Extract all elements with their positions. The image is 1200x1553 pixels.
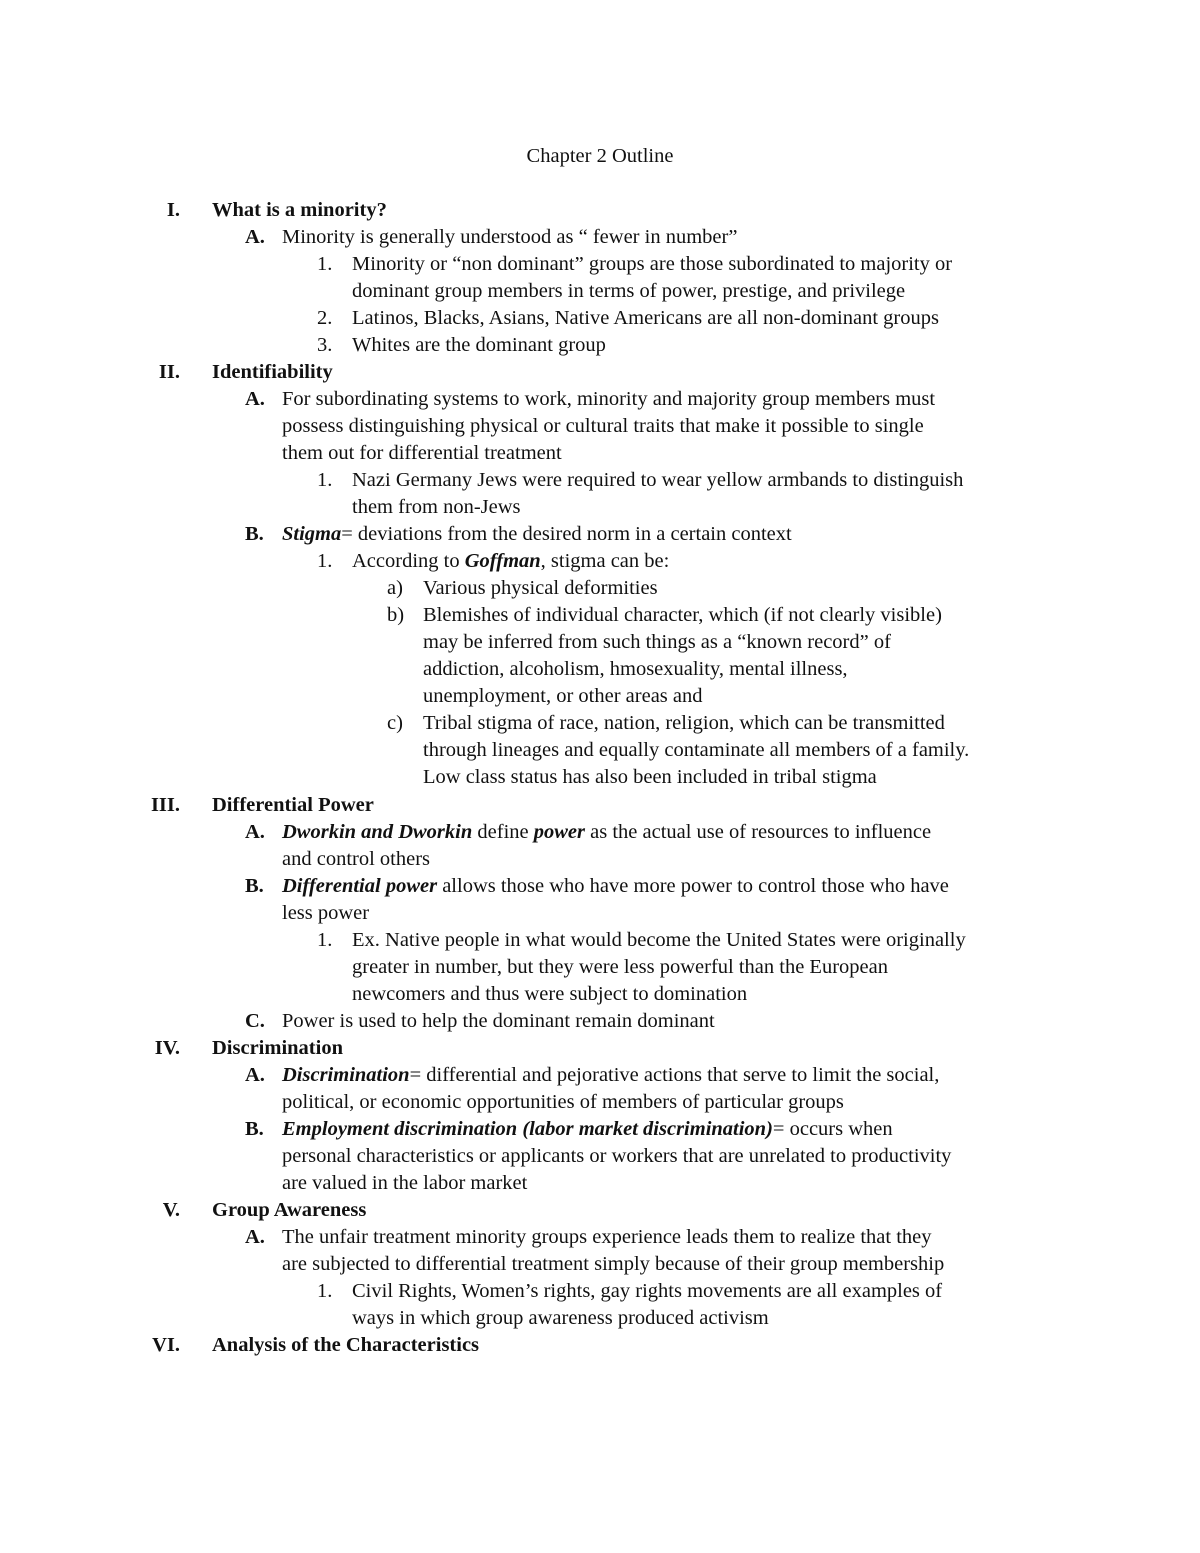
text-fragment: define xyxy=(472,821,534,843)
item-text: through lineages and equally contaminate all members of a family. xyxy=(423,739,970,761)
section-numeral: V. xyxy=(162,1199,180,1221)
item-text: possess distinguishing physical or cultural traits that make it possible to single xyxy=(282,415,924,437)
item-label: A. xyxy=(245,821,265,843)
item-text: Civil Rights, Women’s rights, gay rights movements are all examples of xyxy=(352,1280,943,1302)
item-text: Nazi Germany Jews were required to wear yellow armbands to distinguish xyxy=(352,469,964,491)
definition-text: = occurs when xyxy=(772,1118,893,1140)
item-text: personal characteristics or applicants or workers that are unrelated to productivity xyxy=(282,1145,952,1167)
defined-term: Goffman xyxy=(464,550,541,572)
item-text: are subjected to differential treatment simply because of their group membership xyxy=(282,1253,945,1275)
item-label: 3. xyxy=(317,334,333,356)
item-label: 1. xyxy=(317,550,333,572)
item-label: 1. xyxy=(317,929,333,951)
defined-term: Discrimination xyxy=(282,1064,410,1086)
item-text xyxy=(352,548,669,575)
section-numeral: III. xyxy=(150,794,180,816)
item-label: b) xyxy=(387,604,405,626)
item-label: A. xyxy=(245,1226,265,1248)
text-fragment: According to xyxy=(352,550,465,572)
section-numeral: I. xyxy=(166,199,180,221)
item-text xyxy=(282,1116,893,1143)
section-numeral: IV. xyxy=(154,1037,180,1059)
item-text: them from non-Jews xyxy=(352,496,521,518)
definition-text: = differential and pejorative actions that serve to limit the social, xyxy=(409,1064,940,1086)
item-text: Blemishes of individual character, which (if not clearly visible) xyxy=(423,604,942,626)
item-label: A. xyxy=(245,226,265,248)
item-text: addiction, alcoholism, hmosexuality, mental illness, xyxy=(423,658,848,680)
item-text: Minority is generally understood as “ fewer in number” xyxy=(282,226,738,248)
section-title: What is a minority? xyxy=(212,199,387,221)
item-label: 1. xyxy=(317,253,333,275)
defined-term: Stigma xyxy=(282,523,342,545)
item-text: dominant group members in terms of power, prestige, and privilege xyxy=(352,280,906,302)
item-label: a) xyxy=(387,577,403,599)
item-text: Low class status has also been included in tribal stigma xyxy=(423,766,877,788)
section-title: Discrimination xyxy=(212,1037,343,1059)
item-label: A. xyxy=(245,1064,265,1086)
item-label: B. xyxy=(245,875,264,897)
item-label: B. xyxy=(245,523,264,545)
item-text: Latinos, Blacks, Asians, Native Americans are all non-dominant groups xyxy=(352,307,939,329)
item-text: are valued in the labor market xyxy=(282,1172,528,1194)
section-numeral: II. xyxy=(158,361,180,383)
item-text: Minority or “non dominant” groups are those subordinated to majority or xyxy=(352,253,953,275)
item-text xyxy=(282,1062,939,1089)
item-text xyxy=(282,819,931,846)
item-text: Ex. Native people in what would become the United States were originally xyxy=(352,929,966,951)
item-text: Various physical deformities xyxy=(423,577,658,599)
defined-term: Employment discrimination (labor market discrimination) xyxy=(282,1118,773,1140)
item-text: less power xyxy=(282,902,370,924)
item-label: B. xyxy=(245,1118,264,1140)
item-text: Power is used to help the dominant remain dominant xyxy=(282,1010,715,1032)
section-title: Identifiability xyxy=(212,361,333,383)
item-text: and control others xyxy=(282,848,431,870)
item-text: may be inferred from such things as a “known record” of xyxy=(423,631,891,653)
definition-text: allows those who have more power to control those who have xyxy=(437,875,949,897)
item-label: 1. xyxy=(317,1280,333,1302)
item-text xyxy=(282,873,949,900)
text-fragment: , stigma can be: xyxy=(540,550,670,572)
item-label: c) xyxy=(387,712,403,734)
item-text: For subordinating systems to work, minority and majority group members must xyxy=(282,388,936,410)
defined-term: Differential power xyxy=(282,875,438,897)
item-label: 2. xyxy=(317,307,333,329)
item-text: newcomers and thus were subject to domination xyxy=(352,983,748,1005)
section-numeral: VI. xyxy=(152,1334,180,1356)
defined-term: power xyxy=(533,821,585,843)
defined-term: Dworkin and Dworkin xyxy=(282,821,473,843)
page-title: Chapter 2 Outline xyxy=(526,145,674,167)
item-text: them out for differential treatment xyxy=(282,442,562,464)
item-text: Tribal stigma of race, nation, religion, which can be transmitted xyxy=(423,712,945,734)
section-title: Differential Power xyxy=(212,794,374,816)
section-title: Group Awareness xyxy=(212,1199,367,1221)
item-text: The unfair treatment minority groups experience leads them to realize that they xyxy=(282,1226,932,1248)
item-text: political, or economic opportunities of members of particular groups xyxy=(282,1091,844,1113)
item-text: unemployment, or other areas and xyxy=(423,685,703,707)
section-title: Analysis of the Characteristics xyxy=(212,1334,480,1356)
item-label: C. xyxy=(245,1010,265,1032)
item-text: greater in number, but they were less powerful than the European xyxy=(352,956,888,978)
item-text: ways in which group awareness produced activism xyxy=(352,1307,769,1329)
definition-text: = deviations from the desired norm in a certain context xyxy=(341,523,792,545)
definition-text: as the actual use of resources to influence xyxy=(585,821,932,843)
item-text xyxy=(282,521,792,548)
item-label: 1. xyxy=(317,469,333,491)
item-label: A. xyxy=(245,388,265,410)
item-text: Whites are the dominant group xyxy=(352,334,606,356)
